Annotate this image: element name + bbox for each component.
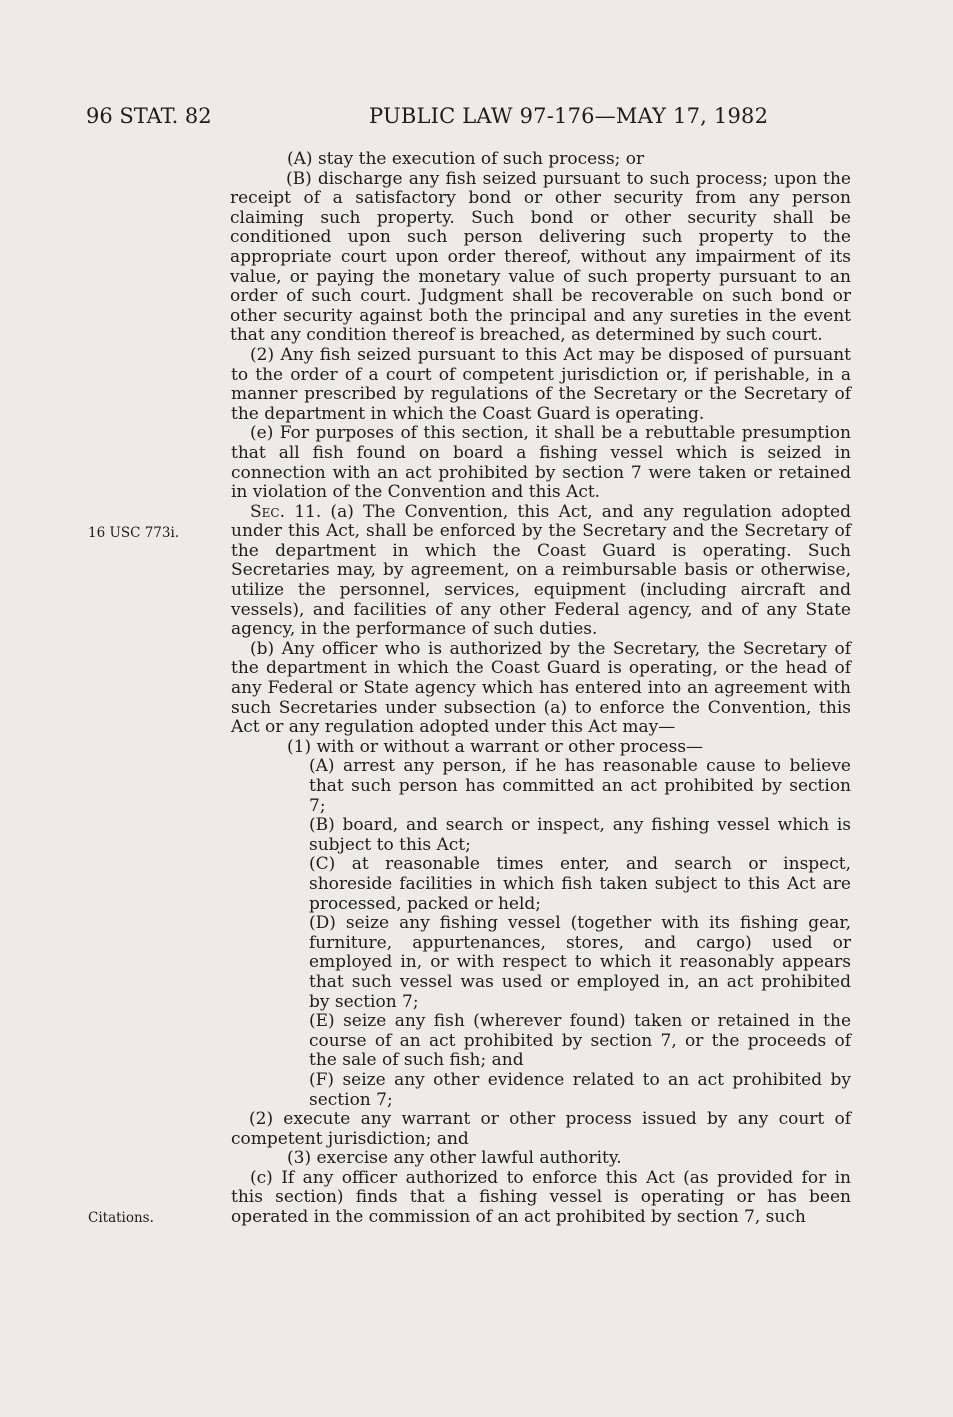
paragraph-e-presumption: (e) For purposes of this section, it shall be a rebuttable presumption that all fish found on board a fishing vessel which is seized in connection with an act prohibited by section 7 were taken or retained in violation of the Convention and this Act. — [231, 423, 851, 503]
paragraph-a-stay: (A) stay the execution of such process; or — [287, 149, 645, 169]
section-label: Sec. 11. — [250, 501, 322, 522]
paragraph-2-execute: (2) execute any warrant or other process issued by any court of competent jurisdiction; and — [231, 1109, 851, 1149]
margin-note-usc: 16 USC 773i. — [88, 525, 180, 541]
paragraph-b-discharge: (B) discharge any fish seized pursuant to such process; upon the receipt of a satisfactory bond or other security from any person claiming such property. Such bond or other security shall be conditioned upon such person delivering such property to the appropriate court upon order thereof, without any impairment of its value, or paying the monetary value of such property pursuant to an order of such court. Judgment shall be recoverable on such bond or other security against both the principal and any sureties in the event that any condition thereof is breached, as determined by such court. — [230, 168, 851, 346]
paragraph-sec-11-a — [231, 503, 851, 640]
body-text — [231, 150, 851, 1228]
section-11-a-text: (a) The Convention, this Act, and any regulation adopted under this Act, shall be enforced by the Secretary and the Secretary of the department in which the Coast Guard is operating. Such Secretaries may, by agreement, on a reimbursable basis or otherwise, utilize the personnel, services, equipment (including aircraft and vessels), and facilities of any other Federal agency, and of any State agency, in the performance of such duties. — [231, 501, 852, 640]
clause-f-seize-evidence: (F) seize any other evidence related to an act prohibited by section 7; — [309, 1069, 851, 1110]
margin-note-citations: Citations. — [88, 1210, 154, 1226]
paragraph-b-officer: (b) Any officer who is authorized by the Secretary, the Secretary of the department in which the Coast Guard is operating, or the head of any Federal or State agency which has entered into an agreement with such Secretaries under subsection (a) to enforce the Convention, this Act or any regulation adopted under this Act may— — [231, 638, 851, 738]
clause-a-arrest: (A) arrest any person, if he has reasonable cause to believe that such person has committed an act prohibited by section 7; — [309, 756, 851, 816]
statute-page-number: 96 STAT. 82 — [86, 104, 212, 128]
running-header-title: PUBLIC LAW 97-176—MAY 17, 1982 — [369, 104, 769, 128]
paragraph-1-warrant: (1) with or without a warrant or other process— — [287, 736, 704, 757]
clause-c-enter: (C) at reasonable times enter, and search or inspect, shoreside facilities in which fish taken subject to this Act are processed, packed or held; — [309, 854, 851, 914]
paragraph-2-disposal: (2) Any fish seized pursuant to this Act may be disposed of pursuant to the order of a court of competent jurisdiction or, if perishable, in a manner prescribed by regulations of the Secretary or the Secretary of the department in which the Coast Guard is operating. — [231, 344, 851, 424]
paragraph-c-officer-finds: (c) If any officer authorized to enforce this Act (as provided for in this section) finds that a fishing vessel is operating or has been operated in the commission of an act prohibited by section 7, such — [231, 1167, 851, 1228]
paragraph-3-exercise: (3) exercise any other lawful authority. — [287, 1148, 622, 1169]
clause-d-seize-vessel: (D) seize any fishing vessel (together with its fishing gear, furniture, appurtenances, stores, and cargo) used or employed in, or with respect to which it reasonably appears that such vessel was used or employed in, an act prohibited by section 7; — [309, 913, 851, 1012]
clause-b-board: (B) board, and search or inspect, any fishing vessel which is subject to this Act; — [309, 815, 851, 855]
clause-e-seize-fish: (E) seize any fish (wherever found) taken or retained in the course of an act prohibited by section 7, or the proceeds of the sale of such fish; and — [309, 1011, 851, 1071]
